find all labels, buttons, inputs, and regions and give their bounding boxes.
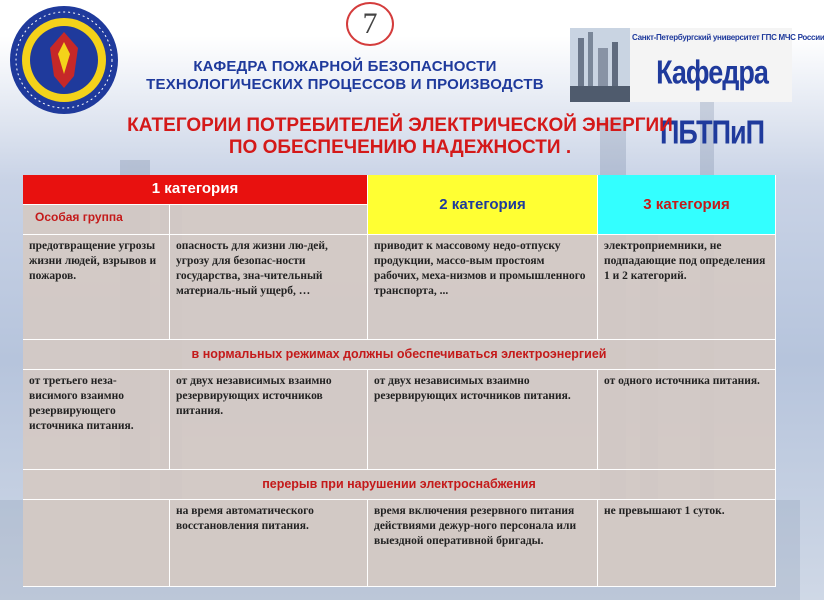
interrupt-special <box>23 500 170 587</box>
interrupt-cat2: время включения резервного питания действиями дежур-ного персонала или выездной оперативной бригады. <box>368 500 598 587</box>
interrupt-cat1: на время автоматического восстановления питания. <box>170 500 368 587</box>
kafedra-panel <box>630 28 824 151</box>
supply-cat3: от одного источника питания. <box>598 370 776 470</box>
definition-special: предотвращение угрозы жизни людей, взрывов и пожаров. <box>23 235 170 340</box>
supply-cat1: от двух независимых взаимно резервирующих источников питания. <box>170 370 368 470</box>
department-title-line1: КАФЕДРА ПОЖАРНОЙ БЕЗОПАСНОСТИ <box>193 58 497 75</box>
categories-table <box>23 175 776 587</box>
header-category-1: 1 категория <box>23 175 368 205</box>
definition-cat1: опасность для жизни лю-дей, угрозу для безопас-ности государства, зна-чительный материаль-ный ущерб, … <box>170 235 368 340</box>
supply-special: от третьего неза-висимого взаимно резервирующего источника питания. <box>23 370 170 470</box>
band-interrupt: перерыв при нарушении электроснабжения <box>23 470 776 500</box>
header-category-3: 3 категория <box>598 175 776 235</box>
slide-title-line1: КАТЕГОРИИ ПОТРЕБИТЕЛЕЙ ЭЛЕКТРИЧЕСКОЙ ЭНЕРГИИ <box>127 115 673 136</box>
header-empty-cell <box>170 205 368 235</box>
slide-number: 7 <box>346 2 394 46</box>
definition-cat3: электроприемники, не подпадающие под определения 1 и 2 категорий. <box>598 235 776 340</box>
supply-cat2: от двух независимых взаимно резервирующих источников питания. <box>368 370 598 470</box>
kafedra-logo-text: Кафедра ПБТПиП <box>656 53 768 151</box>
header-special-group: Особая группа <box>23 205 170 235</box>
university-name: Санкт-Петербургский университет ГПС МЧС России <box>632 33 824 42</box>
definition-cat2: приводит к массовому недо-отпуску продукции, массо-вым простоям рабочих, меха-низмов и промышленного транспорта, ... <box>368 235 598 340</box>
band-supply: в нормальных режимах должны обеспечиваться электроэнергией <box>23 340 776 370</box>
refinery-photo <box>570 28 630 102</box>
slide-title-line2: ПО ОБЕСПЕЧЕНИЮ НАДЕЖНОСТИ . <box>228 137 572 158</box>
kafedra-banner <box>570 28 824 151</box>
slide-title <box>40 115 760 159</box>
header-category-2: 2 категория <box>368 175 598 235</box>
department-title-line2: ТЕХНОЛОГИЧЕСКИХ ПРОЦЕССОВ И ПРОИЗВОДСТВ <box>146 76 544 93</box>
university-emblem-logo <box>8 4 120 116</box>
interrupt-cat3: не превышают 1 суток. <box>598 500 776 587</box>
department-title <box>110 58 580 94</box>
